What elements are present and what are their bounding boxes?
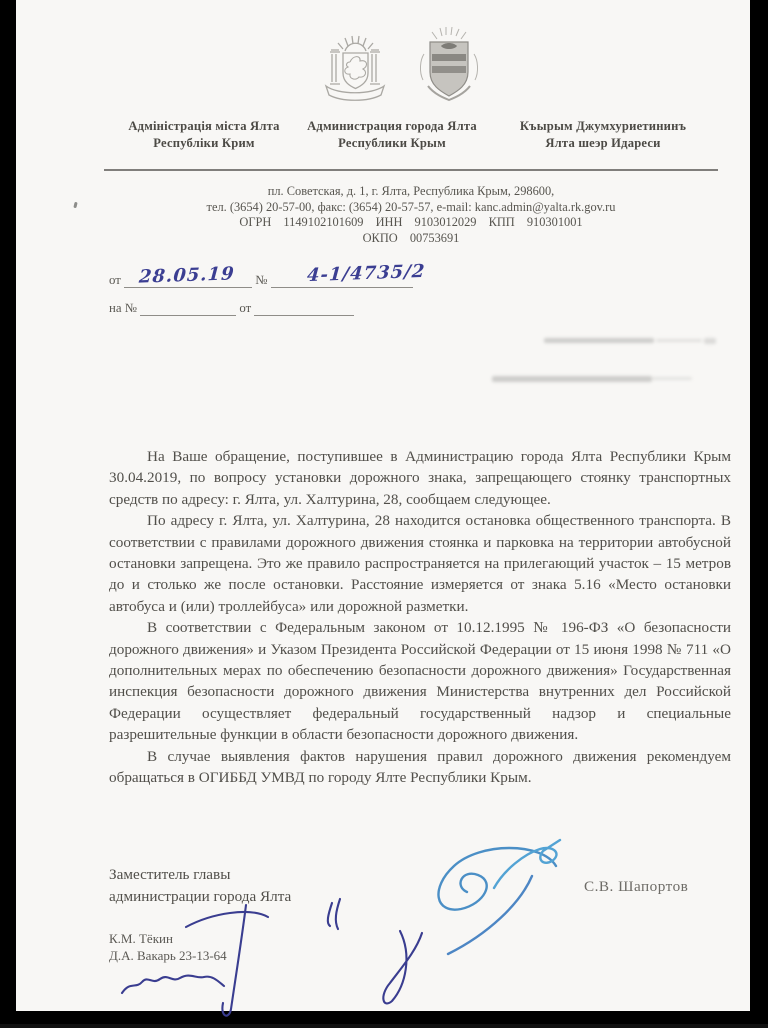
org-name-line: Ялта шеэр Идареси xyxy=(545,136,661,150)
executor-name: К.М. Тёкин xyxy=(109,931,173,946)
scan-border-left xyxy=(0,0,16,1011)
reference-block xyxy=(109,260,469,327)
number-label: № xyxy=(255,273,268,287)
letterhead-divider xyxy=(104,169,718,171)
handwritten-date: 28.05.19 xyxy=(138,263,236,288)
org-name-line: Республіки Крим xyxy=(153,136,255,150)
signer-name: С.В. Шапортов xyxy=(584,878,689,895)
executor-name-phone: Д.А. Вакарь 23-13-64 xyxy=(109,947,227,963)
body-paragraph: В случае выявления фактов нарушения правил дорожного движения рекомендуем обращаться в ОГИББД УМВД по городу Ялте Республики Крым. xyxy=(109,747,731,787)
scan-border-right xyxy=(750,0,768,1011)
reply-label: на № xyxy=(109,301,137,315)
reply-number-underline xyxy=(140,299,236,316)
yalta-coat-of-arms-icon xyxy=(408,26,490,115)
signer-position-line: Заместитель главы xyxy=(109,866,231,883)
redaction-smudge xyxy=(544,338,654,343)
contact-address: пл. Советская, д. 1, г. Ялта, Республика Крым, 298600, xyxy=(267,184,555,198)
body-paragraph: По адресу г. Ялта, ул. Халтурина, 28 находится остановка общественного транспорта. В соответствии с правилами дорожного движения стоянка и парковка на территории автобусной остановки запрещена. Это же правило распространяется на прилегающий участок – 15 метров до и столько же после остановки. Расстояние измеряется от знака 5.16 «Место остановки автобуса и (или) троллейбуса» или дорожной разметки. xyxy=(109,512,731,615)
reply-from-label: от xyxy=(239,301,252,315)
from-label: от xyxy=(109,273,121,287)
crimea-coat-of-arms-icon xyxy=(312,34,398,115)
body-paragraph: На Ваше обращение, поступившее в Администрацию города Ялта Республики Крым 30.04.2019, по вопросу установки дорожного знака, запрещающего стоянку транспортных средств по адресу: г. Ялта, ул. Халтурина, 28, сообщаем следующее. xyxy=(109,448,731,508)
redaction-smudge xyxy=(656,339,702,342)
org-name-crimean-tatar xyxy=(488,118,718,152)
reference-row-outgoing xyxy=(109,260,469,299)
redaction-smudge xyxy=(652,377,692,380)
handwritten-number: 4-1/4735/2 xyxy=(306,260,426,287)
org-name-line: Адміністрація міста Ялта xyxy=(128,119,280,133)
contact-ogrn-inn-kpp: ОГРН 1149102101609 ИНН 9103012029 КПП 910301001 xyxy=(239,215,583,229)
contact-okpo: ОКПО 00753691 xyxy=(362,230,460,245)
org-name-ukrainian xyxy=(104,118,304,152)
signer-position-line: администрации города Ялта xyxy=(109,888,292,905)
redaction-smudge xyxy=(492,376,652,382)
org-name-line: Къырым Джумхуриетининъ xyxy=(519,119,687,133)
body-paragraph: В соответствии с Федеральным законом от 10.12.1995 № 196-ФЗ «О безопасности дорожного движения» и Указом Президента Российской Федерации от 15 июня 1998 № 711 «О дополнительных мерах по обеспечению безопасности дорожного движения» Государственная инспекция безопасности дорожного движения Министерства внутренних дел Российской Федерации осуществляет федеральный государственный надзор и специальные разрешительные функции в области безопасности дорожного движения. xyxy=(109,619,731,744)
redacted-recipient-block xyxy=(404,322,720,410)
org-name-line: Республики Крым xyxy=(338,136,446,150)
org-name-russian xyxy=(292,118,492,152)
contact-phone-email: тел. (3654) 20-57-00, факс: (3654) 20-57-57, e-mail: kanc.admin@yalta.rk.gov.ru xyxy=(206,199,616,214)
redaction-smudge xyxy=(704,338,716,344)
org-name-line: Администрация города Ялта xyxy=(307,119,477,133)
reply-date-underline xyxy=(254,299,354,316)
letter-body xyxy=(109,446,731,789)
contact-block xyxy=(104,184,718,246)
approval-signatures-ink xyxy=(100,893,460,1028)
